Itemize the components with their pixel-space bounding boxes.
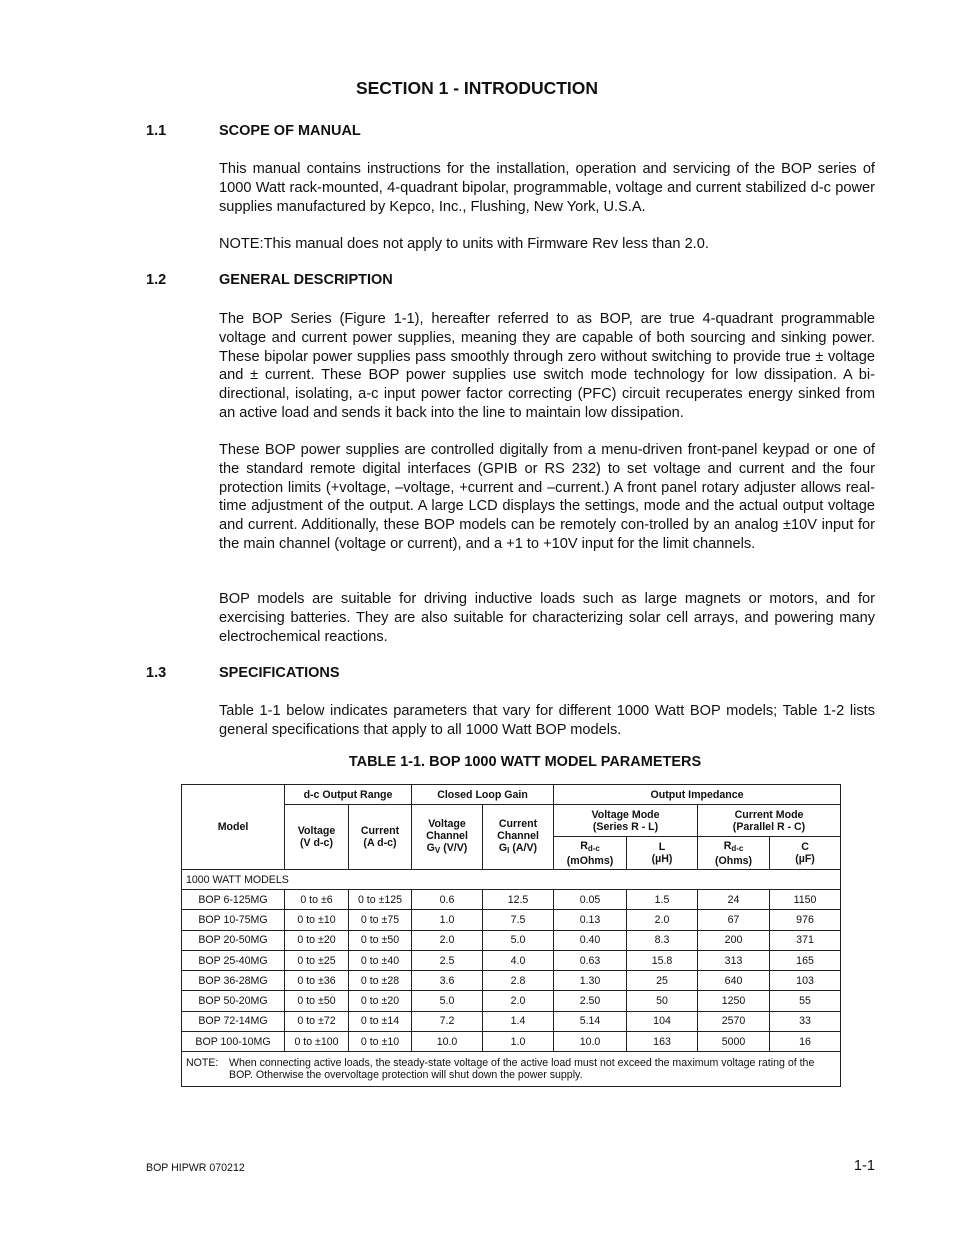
table-cell: 0 to ±20 (349, 991, 412, 1011)
table-cell: 0 to ±100 (285, 1032, 349, 1052)
page-title: SECTION 1 - INTRODUCTION (355, 78, 599, 98)
table-cell: 163 (627, 1032, 698, 1052)
note-label: NOTE: (186, 1056, 219, 1069)
table-cell: 25 (627, 971, 698, 991)
table-cell: 1250 (698, 991, 770, 1011)
table-cell: 1.30 (554, 971, 627, 991)
table-cell: 2.0 (627, 910, 698, 930)
table-cell: 10.0 (412, 1032, 483, 1052)
table-cell: 0.05 (554, 890, 627, 910)
table-cell: BOP 36-28MG (182, 971, 285, 991)
table-cell: 200 (698, 930, 770, 950)
paragraph: This manual contains instructions for the installation, operation and servicing of the BOP series of 1000 Watt rack-mounted, 4-quadrant bipolar, programmable, voltage and current stabilized d-c power supplies manufactured by Kepco, Inc., Flushing, New York, U.S.A. (219, 161, 875, 215)
table-cell: 103 (770, 971, 841, 991)
table-cell: BOP 50-20MG (182, 991, 285, 1011)
table-cell: 12.5 (483, 890, 554, 910)
table-cell: 16 (770, 1032, 841, 1052)
group-label: 1000 WATT MODELS (182, 870, 841, 890)
table-cell: 2.50 (554, 991, 627, 1011)
table-cell: 0 to ±36 (285, 971, 349, 991)
table-cell: 0 to ±50 (285, 991, 349, 1011)
table-cell: 0 to ±40 (349, 950, 412, 970)
footer-doc-id: BOP HIPWR 070212 (146, 1162, 245, 1174)
table-row (182, 1032, 841, 1052)
table-row (182, 971, 841, 991)
paragraph: Table 1-1 below indicates parameters that vary for different 1000 Watt BOP models; Table 1-2 lists general specifications that apply to all 1000 Watt BOP models. (219, 703, 875, 738)
table-cell: 0 to ±25 (285, 950, 349, 970)
table-row (182, 950, 841, 970)
table-cell: 1.4 (483, 1011, 554, 1031)
table-cell: 50 (627, 991, 698, 1011)
table-cell: 67 (698, 910, 770, 930)
table-cell: 0 to ±20 (285, 930, 349, 950)
paragraph: These BOP power supplies are controlled digitally from a menu-driven front-panel keypad or one of the standard remote digital interfaces (GPIB or RS 232) to set voltage and current and the four protection limits (+voltage, –voltage, +current and –current.) A front panel rotary adjuster allows real-time adjustment of the output. A large LCD displays the settings, mode and the actual output voltage and current. Additionally, these BOP models can be remotely con-trolled by an analog ±10V input for the main channel (voltage or current), and a +1 to +10V input for the limit channels. (219, 442, 875, 552)
table-cell: 0 to ±125 (349, 890, 412, 910)
header-rdc-mohms: $R_{d-c}$ (mOhms) (554, 837, 627, 870)
table-cell: 0 to ±28 (349, 971, 412, 991)
table-cell: BOP 72-14MG (182, 1011, 285, 1031)
table-note (182, 1052, 841, 1087)
table-title: TABLE 1-1. BOP 1000 WATT MODEL PARAMETERS (348, 754, 702, 770)
table-cell: 33 (770, 1011, 841, 1031)
table-cell: 15.8 (627, 950, 698, 970)
table-cell: 4.0 (483, 950, 554, 970)
header-closed-loop-gain: Closed Loop Gain (412, 785, 554, 805)
section-number: 1.3 (146, 665, 167, 681)
table-cell: 640 (698, 971, 770, 991)
table-cell: 0.6 (412, 890, 483, 910)
table-cell: 8.3 (627, 930, 698, 950)
section-title: SCOPE OF MANUAL (219, 123, 361, 139)
header-model: Model (182, 785, 285, 870)
header-voltage-channel: Voltage Channel $G_V$ (V/V) (412, 805, 483, 870)
header-dc-output-range: d-c Output Range (285, 785, 412, 805)
table-cell: 1150 (770, 890, 841, 910)
table-cell: 1.0 (483, 1032, 554, 1052)
header-output-impedance: Output Impedance (554, 785, 841, 805)
table-cell: 1.0 (412, 910, 483, 930)
table-cell: 0 to ±72 (285, 1011, 349, 1031)
table-cell: 165 (770, 950, 841, 970)
table-cell: 5.0 (412, 991, 483, 1011)
table-cell: 2570 (698, 1011, 770, 1031)
table-cell: 0.13 (554, 910, 627, 930)
header-voltage: Voltage (V d-c) (285, 805, 349, 870)
table-cell: 7.2 (412, 1011, 483, 1031)
table-cell: 10.0 (554, 1032, 627, 1052)
table-cell: 2.0 (412, 930, 483, 950)
table-cell: 5.0 (483, 930, 554, 950)
table-cell: 313 (698, 950, 770, 970)
table-cell: 0.63 (554, 950, 627, 970)
header-current: Current (A d-c) (349, 805, 412, 870)
section-title: GENERAL DESCRIPTION (219, 272, 393, 288)
table-cell: 104 (627, 1011, 698, 1031)
table-cell: 0.40 (554, 930, 627, 950)
table-cell: 2.8 (483, 971, 554, 991)
paragraph: BOP models are suitable for driving inductive loads such as large magnets or motors, and for exercising batteries. They are also suitable for characterizing solar cell arrays, and powering many electrochemical reactions. (219, 591, 875, 645)
table-cell: 1.5 (627, 890, 698, 910)
table-cell: 0 to ±14 (349, 1011, 412, 1031)
table-cell: BOP 6-125MG (182, 890, 285, 910)
table-row (182, 991, 841, 1011)
header-current-channel: Current Channel $G_I$ (A/V) (483, 805, 554, 870)
table-cell: 24 (698, 890, 770, 910)
table-cell: BOP 25-40MG (182, 950, 285, 970)
section-number: 1.2 (146, 272, 167, 288)
header-rdc-ohms: $R_{d-c}$ (Ohms) (698, 837, 770, 870)
table-cell: 0 to ±10 (349, 1032, 412, 1052)
header-l: L (µH) (627, 837, 698, 870)
table-cell: 0 to ±50 (349, 930, 412, 950)
table-cell: 2.0 (483, 991, 554, 1011)
section-number: 1.1 (146, 123, 167, 139)
model-parameters-table (181, 784, 841, 1087)
table-cell: 0 to ±75 (349, 910, 412, 930)
note-text: When connecting active loads, the steady-state voltage of the active load must not exceed the maximum voltage rating of the BOP. Otherwise the overvoltage protection will shut down the power supply. (229, 1056, 815, 1081)
table-row (182, 1011, 841, 1031)
table-cell: 371 (770, 930, 841, 950)
table-cell: 976 (770, 910, 841, 930)
header-voltage-mode: Voltage Mode (Series R - L) (554, 805, 698, 837)
table-cell: 5000 (698, 1032, 770, 1052)
table-cell: 7.5 (483, 910, 554, 930)
table-cell: BOP 100-10MG (182, 1032, 285, 1052)
table-cell: 0 to ±10 (285, 910, 349, 930)
header-current-mode: Current Mode (Parallel R - C) (698, 805, 841, 837)
table-cell: BOP 20-50MG (182, 930, 285, 950)
footer-page-number: 1-1 (853, 1158, 875, 1174)
table-row (182, 910, 841, 930)
table-cell: 0 to ±6 (285, 890, 349, 910)
table-cell: 3.6 (412, 971, 483, 991)
table-row (182, 890, 841, 910)
table-cell: 2.5 (412, 950, 483, 970)
table-cell: 5.14 (554, 1011, 627, 1031)
paragraph: The BOP Series (Figure 1-1), hereafter referred to as BOP, are true 4-quadrant programmable voltage and current power supplies, meaning they are capable of both sourcing and sinking power. These bipolar power supplies pass smoothly through zero without switching to provide true ± voltage and ± current. These BOP power supplies use switch mode technology for low dissipation. A bi-directional, isolating, a-c input power factor correcting (PFC) circuit recuperates energy sinked from an active load and sends it back into the line to maintain low dissipation. (219, 311, 875, 421)
header-c: C (µF) (770, 837, 841, 870)
table-cell: 55 (770, 991, 841, 1011)
table-cell: BOP 10-75MG (182, 910, 285, 930)
table-row (182, 930, 841, 950)
paragraph-note: NOTE:This manual does not apply to units with Firmware Rev less than 2.0. (219, 236, 709, 252)
section-title: SPECIFICATIONS (219, 665, 340, 681)
